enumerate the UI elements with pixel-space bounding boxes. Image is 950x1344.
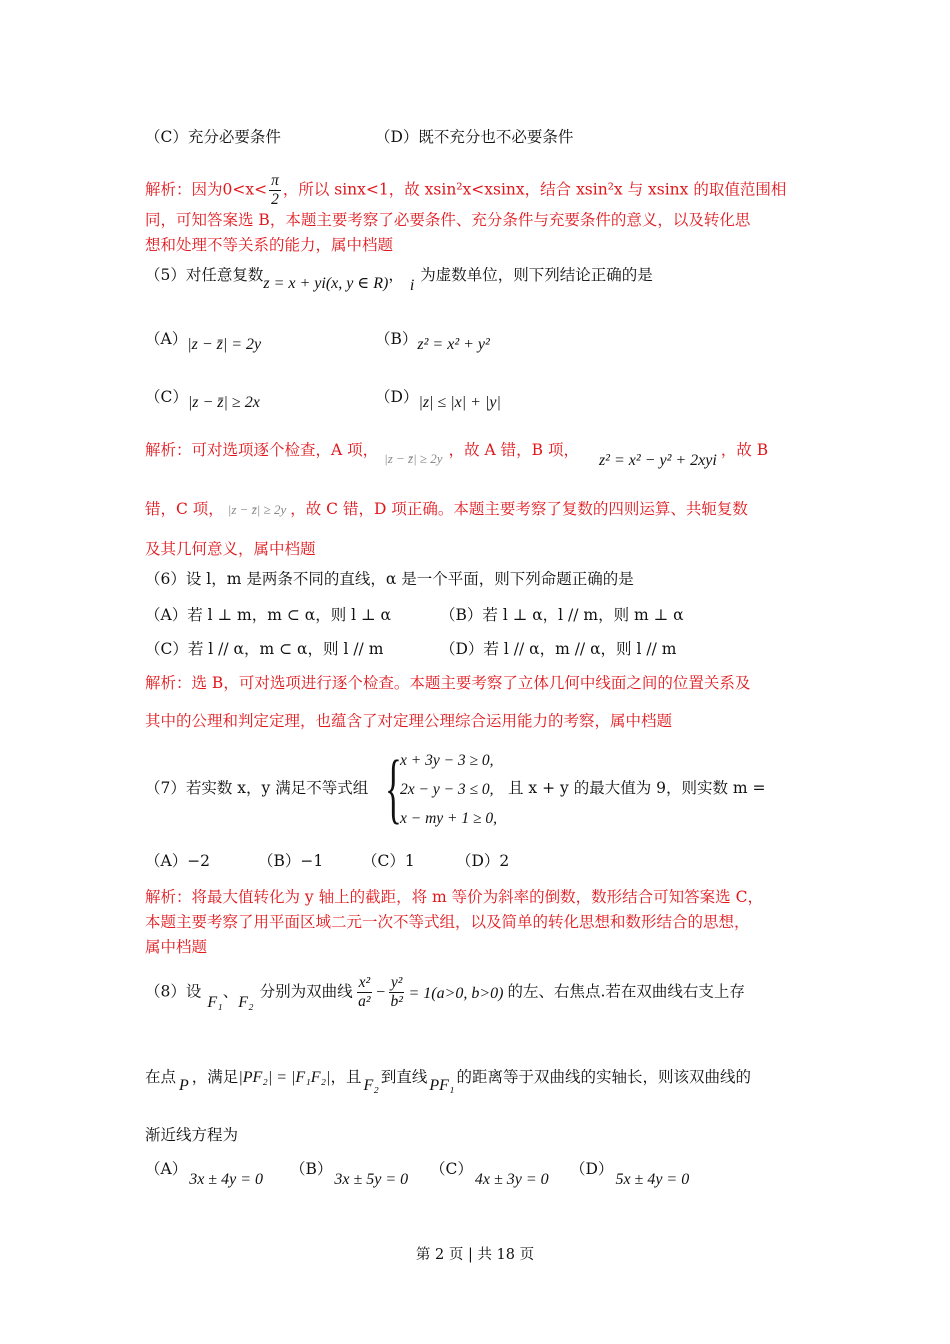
frac-num: y²: [390, 974, 403, 991]
q7-inequality-3: x − my + 1 ≥ 0,: [400, 810, 498, 827]
q6-analysis-line-1: 解析：选 B，可对选项进行逐个检查。本题主要考察了立体几何中线面之间的位置关系及: [145, 674, 751, 692]
q5-analysis-line-1: [145, 439, 769, 469]
q8-option-a: [145, 1158, 263, 1188]
stem-math: z = x + yi(x, y ∈ R): [263, 275, 389, 292]
q4-analysis-line-1: [145, 172, 786, 209]
q8-stem-line-2: [145, 1066, 751, 1094]
y2-over-b2: [389, 974, 405, 1011]
pi-over-2-fraction: [269, 172, 281, 209]
option-label: （C）: [145, 388, 188, 406]
q8-option-c: [430, 1158, 549, 1188]
q7-inequality-1: x + 3y − 3 ≥ 0,: [400, 752, 494, 769]
q8-option-d: [570, 1158, 690, 1188]
q6-option-d: （D）若 l // α，m // α，则 l // m: [440, 640, 677, 658]
q5-stem: [145, 264, 653, 294]
analysis-text: 解析：因为0<x<: [145, 180, 268, 199]
equation-math: |PF₂| = |F₁F₂|: [238, 1069, 331, 1086]
q8-stem-line-3: 渐近线方程为: [145, 1126, 239, 1144]
x2-over-a2: [357, 974, 373, 1011]
stem-math-i: i: [409, 277, 415, 294]
option-label: （B）: [290, 1160, 333, 1178]
option-label: （D）: [375, 388, 419, 406]
q7-option-b: （B）−1: [258, 852, 324, 870]
q7-analysis-line-1: 解析：将最大值转化为 y 轴上的截距，将 m 等价为斜率的倒数，数形结合可知答案选 C，: [145, 888, 763, 906]
analysis-text: ，故 C 错，D 项正确。本题主要考察了复数的四则运算、共轭复数: [290, 500, 748, 518]
equation-rhs: = 1(a>0, b>0): [408, 984, 504, 1002]
analysis-math: |z − z̄| ≥ 2y: [384, 451, 443, 466]
stem-text: 到直线: [380, 1068, 428, 1086]
stem-text: 为虚数单位，则下列结论正确的是: [420, 266, 653, 284]
option-label: （B）: [375, 330, 418, 348]
option-math: |z − z̄| = 2y: [187, 336, 262, 353]
q5-analysis-line-2: [145, 498, 748, 521]
f1-math: F₁: [207, 993, 223, 1011]
analysis-text: ，所以 sinx<1，故 xsin²x<xsinx，结合 xsin²x 与 xsinx 的取值范围相: [282, 180, 787, 199]
q4-option-c: （C）充分必要条件: [145, 128, 281, 146]
q4-analysis-line-2: 同，可知答案选 B，本题主要考察了必要条件、充分条件与充要条件的意义，以及转化思: [145, 211, 751, 229]
option-math: 3x ± 5y = 0: [334, 1171, 409, 1188]
q5-option-b: [375, 328, 490, 351]
p-math: P: [179, 1077, 189, 1094]
q5-option-a: [145, 328, 261, 351]
stem-text: ，且: [330, 1068, 362, 1086]
q6-option-b: （B）若 l ⊥ α，l // m，则 m ⊥ α: [440, 606, 684, 624]
q6-stem: （6）设 l，m 是两条不同的直线，α 是一个平面，则下列命题正确的是: [145, 570, 634, 588]
q7-inequality-2: 2x − y − 3 ≤ 0,: [400, 781, 494, 798]
analysis-text: ，故 B: [720, 441, 769, 459]
f2-math: F₂: [238, 993, 254, 1011]
q6-option-c: （C）若 l // α，m ⊂ α，则 l // m: [145, 640, 384, 658]
stem-text: 在点: [145, 1068, 177, 1086]
stem-text: （8）设: [145, 982, 202, 1001]
stem-text: （5）对任意复数: [145, 266, 264, 284]
q5-analysis-line-3: 及其几何意义，属中档题: [145, 540, 316, 558]
stem-text: 、: [222, 982, 239, 1001]
option-label: （A）: [145, 1160, 188, 1178]
f2-math: F₂: [363, 1077, 379, 1094]
q7-brace: {: [385, 744, 402, 831]
q8-option-b: [290, 1158, 409, 1188]
q4-analysis-line-3: 想和处理不等关系的能力，属中档题: [145, 236, 394, 254]
stem-text: ，满足: [191, 1068, 239, 1086]
q7-stem-b: 且 x + y 的最大值为 9，则实数 m =: [508, 779, 766, 797]
stem-text: 的距离等于双曲线的实轴长，则该双曲线的: [456, 1068, 751, 1086]
frac-num: π: [271, 172, 279, 189]
option-label: （C）: [430, 1160, 473, 1178]
q5-option-d: [375, 386, 501, 409]
q7-stem-a: （7）若实数 x，y 满足不等式组: [145, 779, 369, 797]
q7-option-a: （A）−2: [145, 852, 211, 870]
q7-analysis-line-3: 属中档题: [145, 938, 208, 956]
q4-option-d: （D）既不充分也不必要条件: [375, 128, 574, 146]
q6-analysis-line-2: 其中的公理和判定定理，也蕴含了对定理公理综合运用能力的考察，属中档题: [145, 712, 673, 730]
frac-den: b²: [390, 993, 403, 1010]
analysis-text: 错，C 项，: [145, 500, 224, 518]
option-label: （A）: [145, 330, 188, 348]
option-math: 4x ± 3y = 0: [474, 1171, 549, 1188]
option-math: 5x ± 4y = 0: [615, 1171, 690, 1188]
stem-text: ，: [388, 266, 404, 284]
q5-option-c: [145, 386, 260, 409]
analysis-math: |z − z̄| ≥ 2y: [227, 502, 287, 517]
option-math: |z| ≤ |x| + |y|: [418, 394, 501, 411]
option-label: （D）: [570, 1160, 614, 1178]
q7-analysis-line-2: 本题主要考察了用平面区域二元一次不等式组，以及简单的转化思想和数形结合的思想，: [145, 913, 750, 931]
option-math: 3x ± 4y = 0: [189, 1171, 263, 1188]
option-math: |z − z̄| ≥ 2x: [187, 394, 260, 411]
q7-option-d: （D）2: [456, 852, 510, 870]
stem-text: 分别为双曲线: [259, 982, 353, 1001]
stem-text: 的左、右焦点.若在双曲线右支上存: [507, 982, 745, 1001]
analysis-text: 解析：可对选项逐个检查，A 项，: [145, 441, 379, 459]
q7-option-c: （C）1: [362, 852, 415, 870]
frac-den: 2: [271, 191, 279, 208]
minus-sign: −: [375, 983, 386, 1001]
frac-den: a²: [358, 993, 371, 1010]
q6-option-a: （A）若 l ⊥ m，m ⊂ α，则 l ⊥ α: [145, 606, 391, 624]
pf1-math: PF₁: [429, 1077, 455, 1094]
analysis-text: ，故 A 错，B 项，: [448, 441, 579, 459]
analysis-math: z² = x² − y² + 2xyi: [598, 452, 717, 469]
frac-num: x²: [358, 974, 371, 991]
page-footer: 第 2 页 | 共 18 页: [415, 1247, 535, 1263]
option-math: z² = x² + y²: [417, 336, 490, 353]
q8-stem-line-1: [145, 974, 745, 1011]
